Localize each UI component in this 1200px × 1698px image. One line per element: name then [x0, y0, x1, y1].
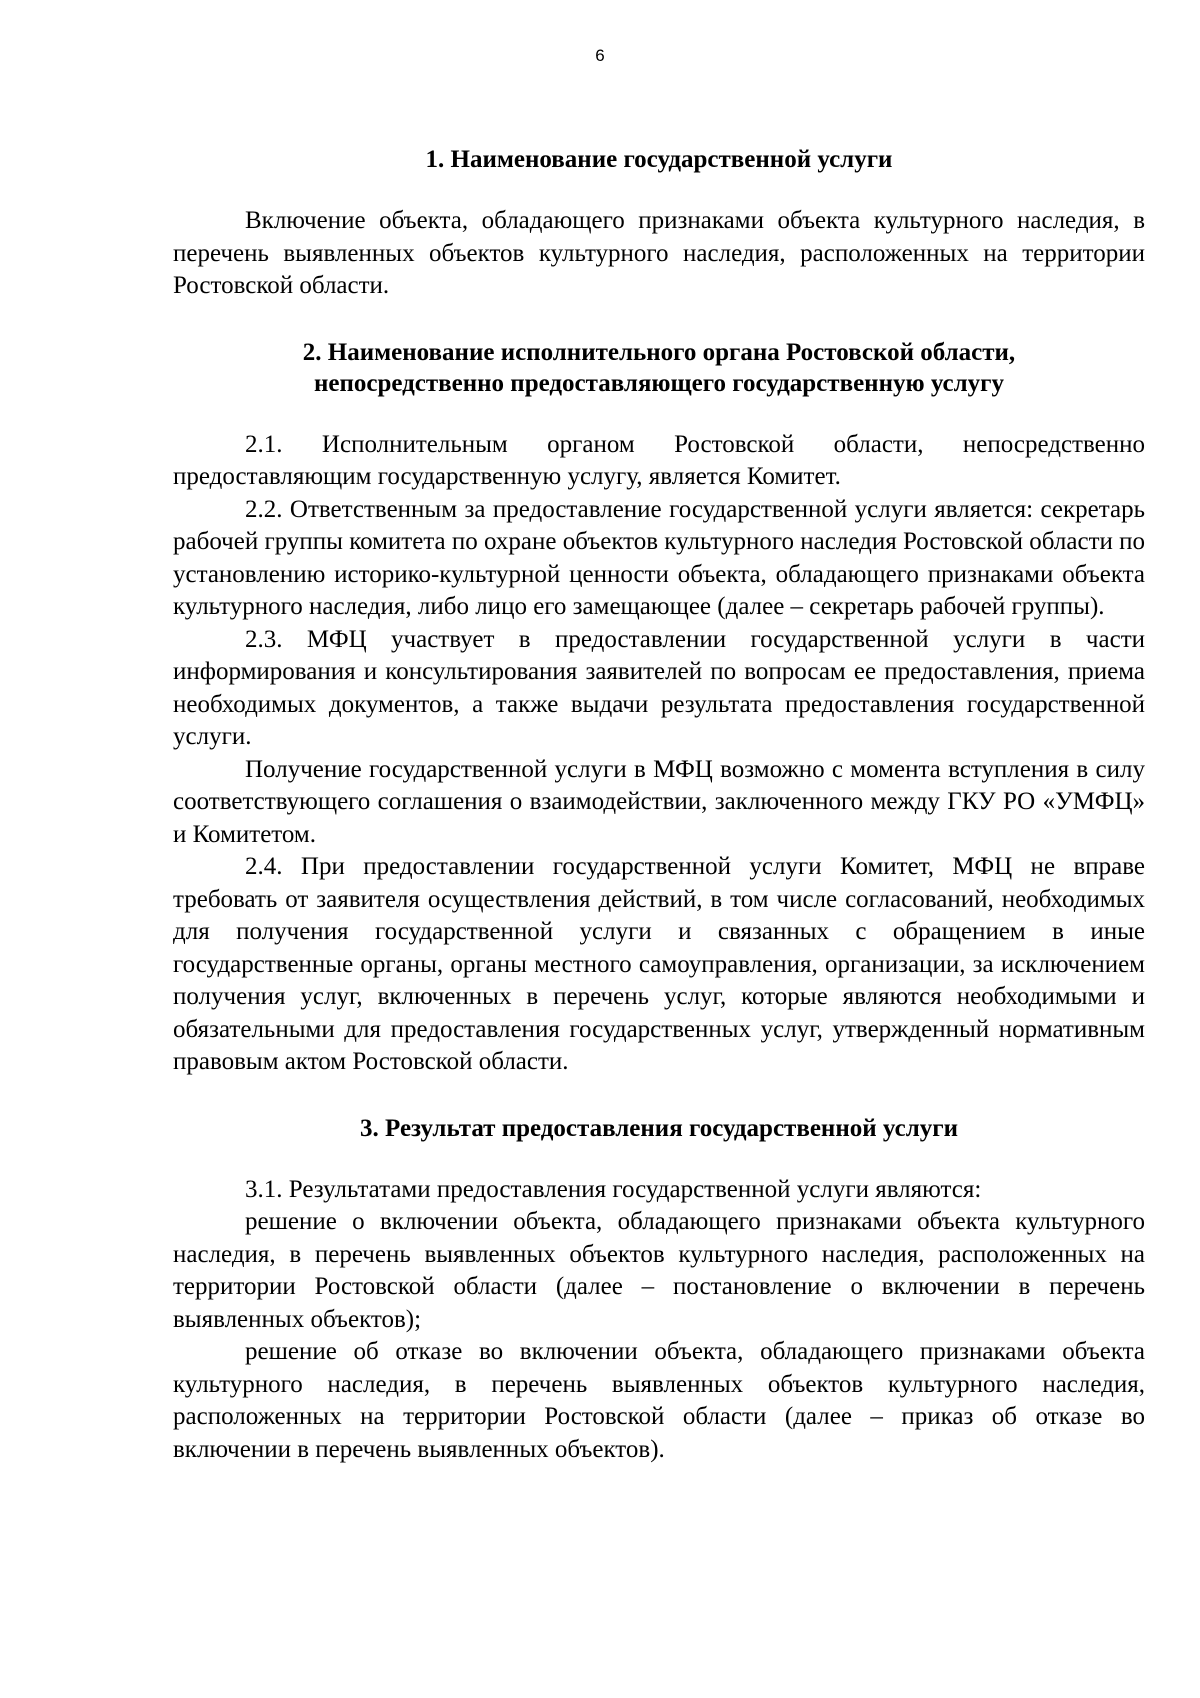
section-1-paragraph-1: Включение объекта, обладающего признаками объекта культурного наследия, в перечень выявленных объектов культурного наследия, расположенных на территории Ростовской области. [173, 207, 1145, 299]
section-2-heading [173, 337, 1145, 399]
section-3-heading-line-1: 3. Результат предоставления государственной услуги [360, 1114, 958, 1142]
paragraph-2-2: 2.2. Ответственным за предоставление государственной услуги является: секретарь рабочей группы комитета по охране объектов культурного наследия Ростовской области по установлению историко-культурной ценности объекта, обладающего признаками объекта культурного наследия, либо лицо его замещающее (далее – секретарь рабочей группы). [173, 495, 1145, 620]
section-2-heading-line-1: 2. Наименование исполнительного органа Ростовской области, [302, 338, 1016, 366]
section-3-heading [173, 1113, 1145, 1144]
paragraph-3-1: 3.1. Результатами предоставления государственной услуги являются: [245, 1175, 982, 1203]
document-body [173, 144, 1145, 1466]
page-number: 6 [595, 46, 605, 65]
paragraph-2-4: 2.4. При предоставлении государственной услуги Комитет, МФЦ не вправе требовать от заявителя осуществления действий, в том числе согласований, необходимых для получения государственной услуги и связанных с обращением в иные государственные органы, органы местного самоуправления, организации, за исключением получения услуг, включенных в перечень услуг, которые являются необходимыми и обязательными для предоставления государственных услуг, утвержденный нормативным правовым актом Ростовской области. [173, 853, 1145, 1075]
paragraph-2-3: 2.3. МФЦ участвует в предоставлении государственной услуги в части информирования и консультирования заявителей по вопросам ее предоставления, приема необходимых документов, а также выдачи результата предоставления государственной услуги. [173, 625, 1145, 750]
paragraph-2-1: 2.1. Исполнительным органом Ростовской области, непосредственно предоставляющим государственную услугу, является Комитет. [173, 430, 1145, 490]
section-1-heading-line-1: 1. Наименование государственной услуги [425, 146, 893, 173]
section-3 [173, 1113, 1145, 1467]
section-1-heading [173, 144, 1145, 175]
paragraph-2-3-mfc: Получение государственной услуги в МФЦ возможно с момента вступления в силу соответствующего соглашения о взаимодействии, заключенного между ГКУ РО «УМФЦ» и Комитетом. [173, 755, 1145, 848]
section-1 [173, 144, 1145, 303]
paragraph-3-1-refusal: решение об отказе во включении объекта, обладающего признаками объекта культурного наследия, в перечень выявленных объектов культурного наследия, расположенных на территории Ростовской области (далее – приказ об отказе во включении в перечень выявленных объектов). [173, 1338, 1145, 1463]
section-2-heading-line-2: непосредственно предоставляющего государственную услугу [313, 369, 1005, 397]
paragraph-3-1-inclusion: решение о включении объекта, обладающего признаками объекта культурного наследия, в перечень выявленных объектов культурного наследия, расположенных на территории Ростовской области (далее – постановление о включении в перечень выявленных объектов); [173, 1208, 1145, 1333]
section-2 [173, 337, 1145, 1079]
